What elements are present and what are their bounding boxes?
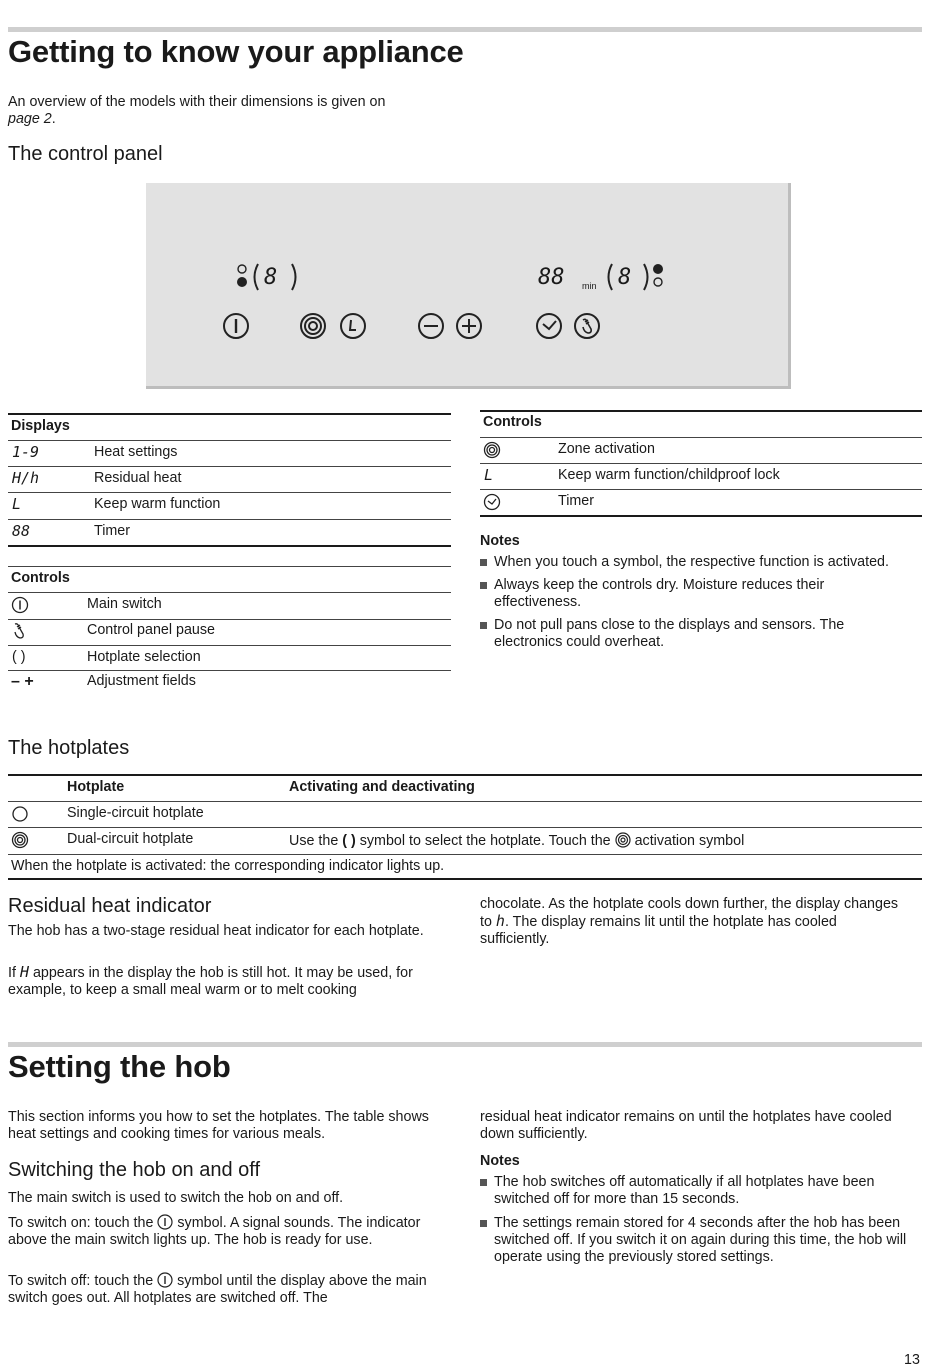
col-activating: Activating and deactivating bbox=[289, 779, 475, 795]
note-item: Always keep the controls dry. Moisture reduces their effectiveness. bbox=[480, 577, 900, 611]
note-item: Do not pull pans close to the displays and sensors. The electronics could overheat. bbox=[480, 617, 900, 651]
display-symbol: L bbox=[12, 495, 22, 513]
timer-icon[interactable] bbox=[535, 312, 565, 342]
paragraph: The main switch is used to switch the hob on and off. bbox=[8, 1190, 344, 1206]
paragraph: To switch off: touch the symbol until the display above the main switch goes out. All hotplates are switched off. The bbox=[8, 1273, 427, 1306]
display-label: Heat settings bbox=[94, 444, 178, 460]
main-switch-icon bbox=[157, 1214, 173, 1230]
hotplate-selection-symbol: ( ) bbox=[12, 649, 26, 665]
paragraph: chocolate. As the hotplate cools down further, the display changes to h. The display remains lit until the hotplate has cooled sufficiently. bbox=[480, 896, 899, 947]
notes-title: Notes bbox=[480, 1153, 520, 1169]
activation-instructions: Use the ( ) symbol to select the hotplate. Touch the activation symbol bbox=[289, 833, 745, 849]
col-hotplate: Hotplate bbox=[67, 779, 125, 795]
timer-digits: 88 bbox=[538, 265, 565, 290]
subheading-hotplates: The hotplates bbox=[8, 737, 130, 759]
pause-icon[interactable] bbox=[573, 312, 603, 342]
subheading-control-panel: The control panel bbox=[8, 143, 163, 165]
keep-warm-icon[interactable] bbox=[339, 312, 369, 342]
table-bottom bbox=[480, 515, 922, 517]
main-switch-icon bbox=[157, 1272, 173, 1288]
display-label: Timer bbox=[94, 523, 131, 539]
note-item: The hob switches off automatically if all hotplates have been switched off for more than 15 seconds. bbox=[480, 1174, 920, 1208]
dual-circuit-icon bbox=[11, 831, 29, 849]
display-symbol: 1-9 bbox=[12, 443, 40, 461]
control-label: Control panel pause bbox=[87, 622, 215, 638]
paragraph: The hob has a two-stage residual heat indicator for each hotplate. bbox=[8, 923, 424, 939]
subheading-switching: Switching the hob on and off bbox=[8, 1159, 261, 1181]
row-divider bbox=[8, 854, 922, 855]
main-switch-icon[interactable] bbox=[222, 312, 252, 342]
section-rule bbox=[8, 27, 922, 32]
control-label: Zone activation bbox=[558, 441, 655, 457]
row-divider bbox=[480, 489, 922, 490]
intro-text: An overview of the models with their dimensions is given on page 2. bbox=[8, 94, 386, 127]
note-item: The settings remain stored for 4 seconds after the hob has been switched off. If you switch it on again during this time, the hob will operate using the previously stored settings. bbox=[480, 1215, 920, 1266]
min-label: min bbox=[582, 281, 597, 291]
left-digit: 8 bbox=[264, 265, 278, 290]
control-label: Adjustment fields bbox=[87, 673, 196, 689]
control-label: Keep warm function/childproof lock bbox=[558, 467, 780, 483]
right-digit: 8 bbox=[618, 265, 632, 290]
controls-right-top bbox=[480, 410, 922, 412]
hotplate-type: Dual-circuit hotplate bbox=[67, 831, 194, 847]
displays-table-top bbox=[8, 413, 451, 415]
main-switch-icon bbox=[11, 596, 29, 614]
row-divider bbox=[480, 463, 922, 464]
controls-header: Controls bbox=[483, 414, 542, 430]
page-number: 13 bbox=[904, 1352, 920, 1368]
section-title: Getting to know your appliance bbox=[8, 34, 464, 69]
notes-list bbox=[480, 1174, 920, 1272]
control-label: Hotplate selection bbox=[87, 649, 201, 665]
zone-activation-icon bbox=[483, 441, 501, 459]
row-divider bbox=[8, 827, 922, 828]
note-item: When you touch a symbol, the respective function is activated. bbox=[480, 554, 900, 571]
control-panel-illustration bbox=[146, 183, 791, 389]
display-symbol: H/h bbox=[12, 469, 40, 487]
row-divider bbox=[480, 437, 922, 438]
control-label: Main switch bbox=[87, 596, 162, 612]
notes-list bbox=[480, 554, 900, 657]
minus-icon[interactable] bbox=[417, 312, 447, 342]
timer-icon bbox=[483, 493, 501, 511]
controls-header: Controls bbox=[11, 570, 70, 586]
table-bottom bbox=[8, 545, 451, 547]
paragraph: If H appears in the display the hob is still hot. It may be used, for example, to keep a small meal warm or to melt cooking bbox=[8, 963, 413, 998]
row-divider bbox=[8, 592, 451, 593]
adjustment-symbol: – + bbox=[11, 673, 34, 690]
paragraph: To switch on: touch the symbol. A signal sounds. The indicator above the main switch lights up. The hob is ready for use. bbox=[8, 1215, 421, 1248]
page-link[interactable]: page 2 bbox=[8, 111, 52, 127]
notes-title: Notes bbox=[480, 533, 520, 549]
displays-header: Displays bbox=[11, 418, 70, 434]
section-rule bbox=[8, 1042, 922, 1047]
section-title: Setting the hob bbox=[8, 1049, 231, 1084]
row-divider bbox=[8, 492, 451, 493]
hotplates-footer: When the hotplate is activated: the corresponding indicator lights up. bbox=[11, 858, 445, 874]
row-divider bbox=[8, 645, 451, 646]
display-label: Residual heat bbox=[94, 470, 182, 486]
row-divider bbox=[8, 619, 451, 620]
paragraph: residual heat indicator remains on until the hotplates have cooled down sufficiently. bbox=[480, 1109, 892, 1142]
row-divider bbox=[8, 519, 451, 520]
plus-icon[interactable] bbox=[455, 312, 485, 342]
table-top bbox=[8, 774, 922, 776]
zone-activation-icon[interactable] bbox=[299, 312, 329, 342]
controls-table-top bbox=[8, 566, 451, 567]
row-divider bbox=[8, 670, 451, 671]
row-divider bbox=[8, 440, 451, 441]
display-symbol: 88 bbox=[12, 522, 31, 540]
control-label: Timer bbox=[558, 493, 595, 509]
pause-icon bbox=[12, 622, 26, 640]
right-hotplate-display bbox=[602, 261, 672, 295]
keep-warm-symbol: L bbox=[484, 466, 494, 484]
table-bottom bbox=[8, 878, 922, 880]
row-divider bbox=[8, 466, 451, 467]
zone-activation-icon bbox=[615, 832, 631, 848]
display-label: Keep warm function bbox=[94, 496, 221, 512]
single-circuit-icon bbox=[11, 805, 29, 823]
hotplate-type: Single-circuit hotplate bbox=[67, 805, 204, 821]
subheading-residual-heat: Residual heat indicator bbox=[8, 895, 212, 917]
paragraph: This section informs you how to set the hotplates. The table shows heat settings and cooking times for various meals. bbox=[8, 1109, 429, 1142]
row-divider bbox=[8, 801, 922, 802]
